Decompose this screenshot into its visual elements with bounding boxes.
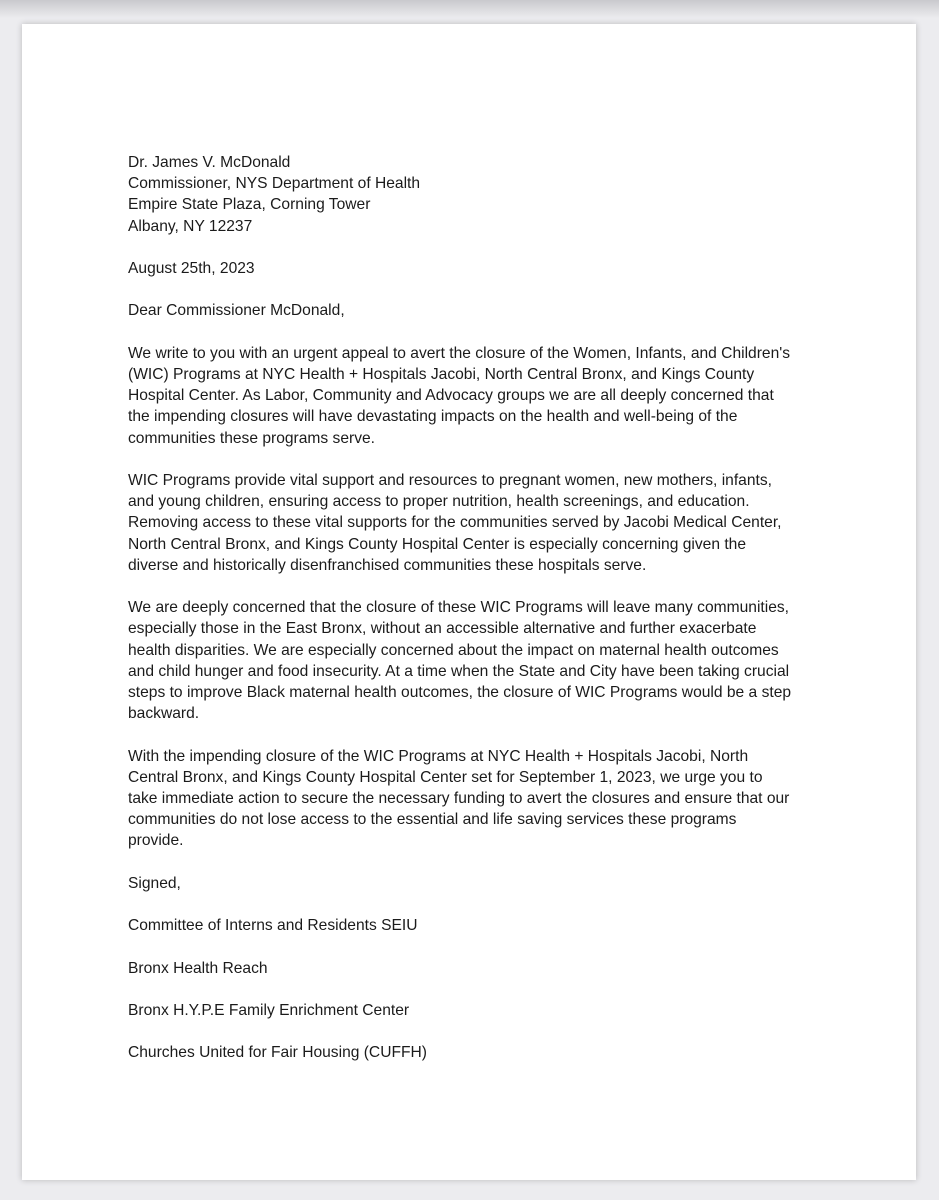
paragraph-line: (WIC) Programs at NYC Health + Hospitals Jacobi, North Central Bronx, and Kings County — [128, 365, 755, 383]
recipient-address — [128, 152, 828, 237]
salutation: Dear Commissioner McDonald, — [128, 302, 345, 320]
paragraph-line: and child hunger and food insecurity. At a time when the State and City have been taking crucial — [128, 662, 790, 680]
paragraph-1 — [128, 343, 828, 449]
letter-date: August 25th, 2023 — [128, 260, 255, 277]
paragraph-line: provide. — [128, 832, 184, 850]
paragraph-line: With the impending closure of the WIC Programs at NYC Health + Hospitals Jacobi, North — [128, 747, 749, 765]
letter-body — [128, 152, 828, 1085]
recipient-street: Empire State Plaza, Corning Tower — [128, 196, 371, 214]
letter-page — [22, 24, 916, 1180]
paragraph-line: Removing access to these vital supports for the communities served by Jacobi Medical Center, — [128, 514, 782, 532]
recipient-title: Commissioner, NYS Department of Health — [128, 175, 421, 193]
paragraph-line: especially those in the East Bronx, without an accessible alternative and further exacerbate — [128, 620, 757, 638]
recipient-name: Dr. James V. McDonald — [128, 154, 291, 171]
recipient-city: Albany, NY 12237 — [128, 217, 253, 235]
paragraph-3 — [128, 597, 828, 724]
paragraph-line: the impending closures will have devastating impacts on the health and well-being of the — [128, 408, 738, 426]
paragraph-line: North Central Bronx, and Kings County Hospital Center is especially concerning given the — [128, 535, 747, 553]
paragraph-line: We are deeply concerned that the closure of these WIC Programs will leave many communities, — [128, 599, 790, 617]
paragraph-line: and young children, ensuring access to proper nutrition, health screenings, and education. — [128, 493, 750, 511]
paragraph-line: Hospital Center. As Labor, Community and Advocacy groups we are all deeply concerned that — [128, 387, 774, 405]
signatory-bronx-hype: Bronx H.Y.P.E Family Enrichment Center — [128, 1001, 410, 1019]
paragraph-line: backward. — [128, 705, 200, 723]
paragraph-line: diverse and historically disenfranchised communities these hospitals serve. — [128, 556, 647, 574]
paragraph-line: WIC Programs provide vital support and resources to pregnant women, new mothers, infants, — [128, 471, 772, 489]
paragraph-line: take immediate action to secure the necessary funding to avert the closures and ensure that our — [128, 790, 790, 807]
paragraph-line: Central Bronx, and Kings County Hospital Center set for September 1, 2023, we urge you to — [128, 768, 763, 786]
paragraph-2 — [128, 470, 828, 576]
closing: Signed, — [128, 874, 181, 892]
paragraph-4 — [128, 746, 828, 852]
paragraph-line: health disparities. We are especially concerned about the impact on maternal health outcomes — [128, 641, 779, 659]
signatory-bronx-health-reach: Bronx Health Reach — [128, 959, 268, 977]
paragraph-line: We write to you with an urgent appeal to avert the closure of the Women, Infants, and Children's — [128, 344, 791, 362]
paragraph-line: communities do not lose access to the essential and life saving services these programs — [128, 811, 737, 829]
paragraph-line: communities these programs serve. — [128, 429, 375, 447]
window-top-shadow — [0, 0, 939, 18]
signatory-cir-seiu: Committee of Interns and Residents SEIU — [128, 917, 418, 935]
signatory-cuffh: Churches United for Fair Housing (CUFFH) — [128, 1044, 427, 1062]
paragraph-line: steps to improve Black maternal health outcomes, the closure of WIC Programs would be a step — [128, 684, 792, 701]
